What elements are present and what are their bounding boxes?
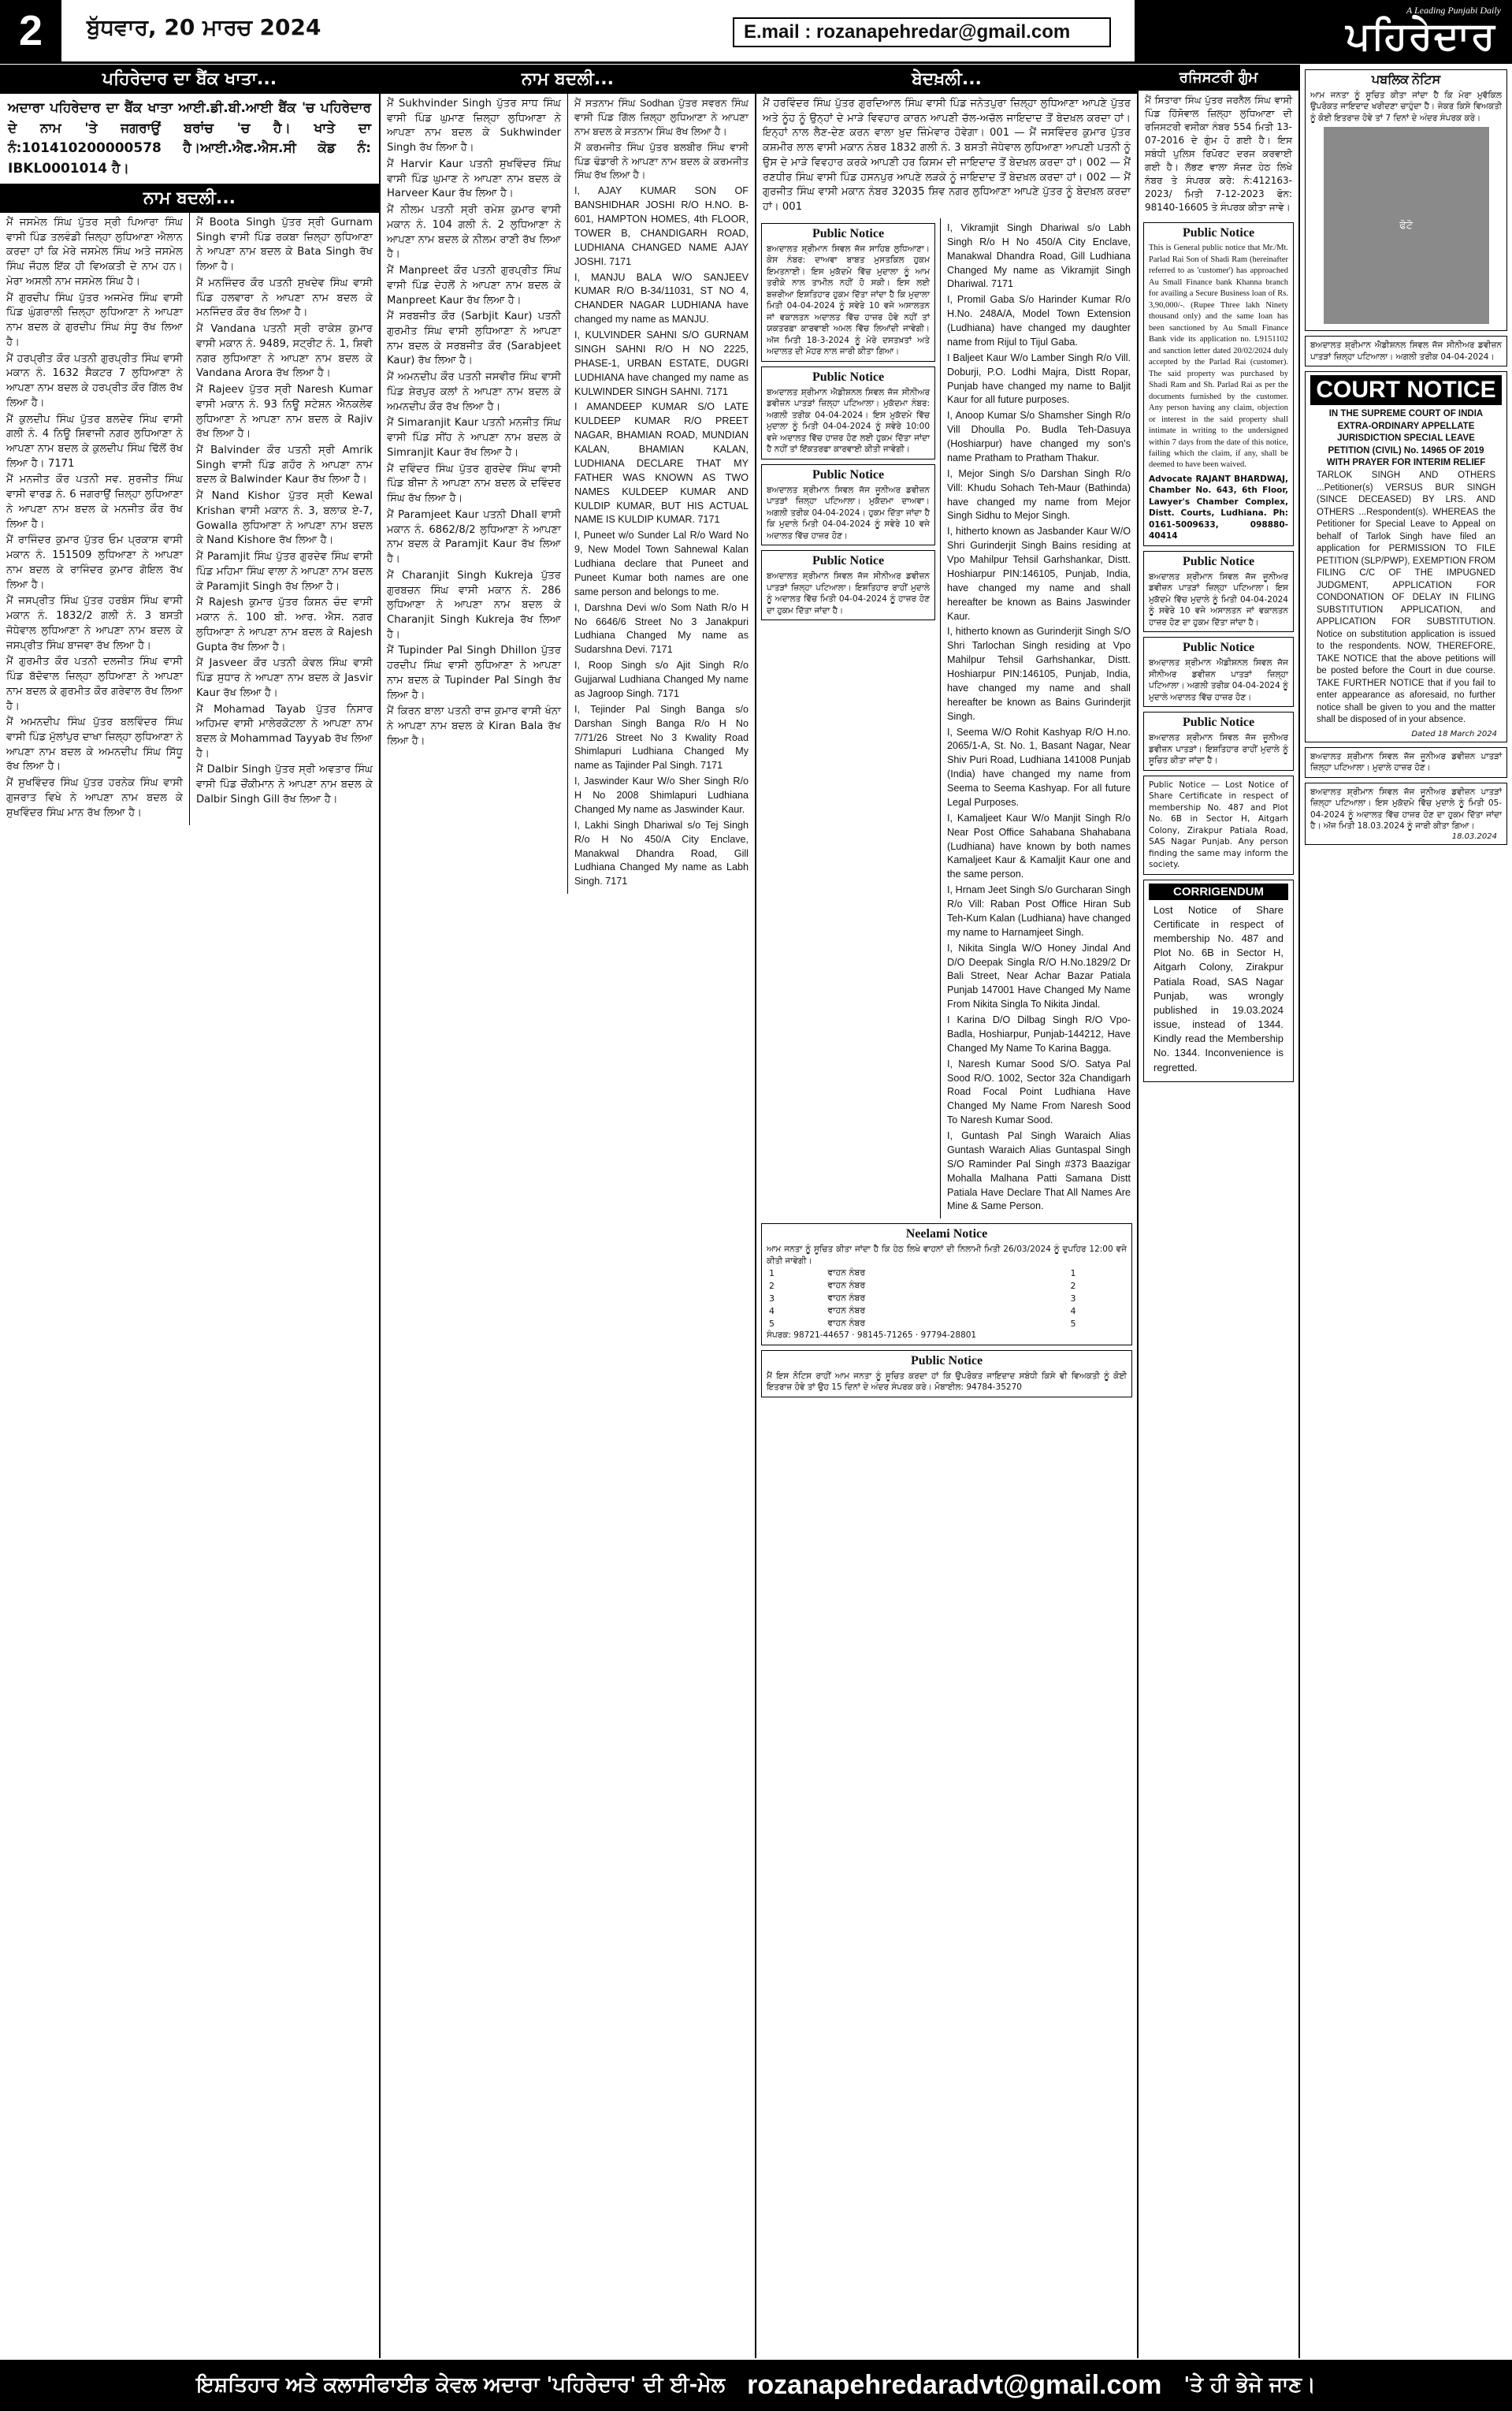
list-item: ਮੈਂ ਅਮਨਦੀਪ ਕੌਰ ਪਤਨੀ ਜਸਵੀਰ ਸਿੰਘ ਵਾਸੀ ਪਿੰਡ ਸ਼ੇਰਪੁਰ ਕਲਾਂ ਨੇ ਆਪਣਾ ਨਾਮ ਬਦਲ ਕੇ ਅਮਨਦੀਪ ਕੌਰ ਰੱਖ ਲਿਆ ਹੈ। [387, 371, 561, 413]
list-item: I AMANDEEP KUMAR S/O LATE KULDEEP KUMAR R/O PREET NAGAR, BHAMIAN ROAD, MUNDIAN KALAN, BHAMIAN KALAN, LUDHIANA DECLARE THAT MY FATHER WAS KNOWN AS TWO NAMES KULDEEP KUMAR AND KULDIP KUMAR, BUT HIS ACTUAL NAME IS KULDIP KUMAR. 7171 [574, 401, 749, 526]
list-item: I, Roop Singh s/o Ajit Singh R/o Gujjarwal Ludhiana Changed My name as Jagroop Singh. 7171 [574, 660, 749, 699]
list-item: I, Vikramjit Singh Dhariwal s/o Labh Singh R/o H No 450/A City Enclave, Manakwal Dhandra Road, Gill Ludhiana Changed My name as Vikramjit Singh Dhariwal. 7171 [947, 221, 1131, 290]
list-item: I, hitherto known as Jasbander Kaur W/O Shri Gurinderjit Singh Bains residing at Vpo Mahilpur Tehsil Garhshankar, Distt. Hoshiarpur PIN:146105, Punjab, India, have changed my name and shall hereafter be known as Bains Jaswinder Kaur. [947, 526, 1131, 622]
public-notice [1305, 747, 1507, 778]
list-item: ਮੈਂ ਮਨਜੀਤ ਕੌਰ ਪਤਨੀ ਸਵ. ਸੁਰਜੀਤ ਸਿੰਘ ਵਾਸੀ ਵਾਰਡ ਨੰ. 6 ਜਗਰਾਉਂ ਜ਼ਿਲ੍ਹਾ ਲੁਧਿਆਣਾ ਨੇ ਆਪਣਾ ਨਾਮ ਬਦਲ ਕੇ ਮਨਜੀਤ ਕੌਰ ਰੱਖ ਲਿਆ ਹੈ। [6, 474, 183, 530]
table-row: 5 ਵਾਹਨ ਨੰਬਰ 5 [769, 1318, 1076, 1329]
list-item: ਮੈਂ Boota Singh ਪੁੱਤਰ ਸ੍ਰੀ Gurnam Singh ਵਾਸੀ ਪਿੰਡ ਰਕਬਾ ਜ਼ਿਲ੍ਹਾ ਲੁਧਿਆਣਾ ਨੇ ਆਪਣਾ ਨਾਮ ਬਦਲ ਕੇ Bata Singh ਰੱਖ ਲਿਆ ਹੈ। [196, 217, 373, 273]
court-heading: IN THE SUPREME COURT OF INDIA EXTRA-ORDINARY APPELLATE JURISDICTION SPECIAL LEAVE PETITION (CIVIL) No. 14965 OF 2019 WITH PRAYER FOR INTERIM RELIEF [1326, 409, 1486, 468]
list-item: I, Nikita Singla W/O Honey Jindal And D/O Deepak Singla R/O H.No.1829/2 Dr Bali Street, Near Achar Bazar Patiala Punjab 147001 Have Changed My Name From Nikita Singla To Nikita Jindal. [947, 942, 1131, 1010]
list-item: I, Darshna Devi w/o Som Nath R/o H No 6646/6 Street No 3 Janakpuri Ludhiana Changed My name as Sudarshna Devi. 7171 [574, 601, 749, 656]
list-item: ਮੈਂ ਦਵਿੰਦਰ ਸਿੰਘ ਪੁੱਤਰ ਗੁਰਦੇਵ ਸਿੰਘ ਵਾਸੀ ਪਿੰਡ ਬੀਜਾ ਨੇ ਆਪਣਾ ਨਾਮ ਬਦਲ ਕੇ ਦਵਿੰਦਰ ਸਿੰਘ ਰੱਖ ਲਿਆ ਹੈ। [387, 463, 561, 505]
list-item: ਮੈਂ Sukhvinder Singh ਪੁੱਤਰ ਸਾਧ ਸਿੰਘ ਵਾਸੀ ਪਿੰਡ ਘੁਮਾਣ ਜ਼ਿਲ੍ਹਾ ਲੁਧਿਆਣਾ ਨੇ ਆਪਣਾ ਨਾਮ ਬਦਲ ਕੇ Sukhwinder Singh ਰੱਖ ਲਿਆ ਹੈ। [387, 98, 561, 154]
notice-title: Public Notice [812, 554, 885, 568]
notice-body: ਬਅਦਾਲਤ ਸ਼੍ਰੀਮਾਨ ਐਡੀਸ਼ਨਲ ਸਿਵਲ ਜੱਜ ਸੀਨੀਅਰ ਡਵੀਜ਼ਨ ਪਾਤੜਾਂ ਜ਼ਿਲ੍ਹਾ ਪਟਿਆਲਾ। ਅਗਲੀ ਤਰੀਕ 04-04-2024। [1310, 340, 1502, 362]
notice-body: This is General public notice that Mr./Mt. Parlad Rai Son of Shadi Ram (hereinafter referred to as 'customer') has approached Au Small Finance bank Khanna branch for availing a Secure Business loan of Rs. 3,90,000/-. (Rupee Three lakh Ninety thousand only) and the same loan has been sanctioned by Au Small Finance Bank vide its application no. L9151102 and sanction letter dated 20/02/2024 duly accepted by the Parlad Rai (customer). The said property was purchased by Shadi Ram and Sh. Parlad Rai as per the documents furnished by the customer. Any person having any claim, objection or interest in the said property shall intimate in writing to the undersigned within 7 days from the date of this notice, failing which the claim, if any, shall be deemed to have been waived. [1149, 244, 1288, 470]
footer-suffix: 'ਤੇ ਹੀ ਭੇਜੇ ਜਾਣ। [1183, 2373, 1316, 2397]
list-item: I, Lakhi Singh Dhariwal s/o Tej Singh R/o H No 450/A City Enclave, Manakwal Dhandra Road, Gill Ludhiana Changed My name as Labh Singh. 7171 [574, 819, 749, 887]
list-item: ਮੈਂ ਸੁਖਵਿੰਦਰ ਸਿੰਘ ਪੁੱਤਰ ਹਰਨੇਕ ਸਿੰਘ ਵਾਸੀ ਗੁਜਰਾਤ ਵਿਖੇ ਨੇ ਆਪਣਾ ਨਾਮ ਬਦਲ ਕੇ ਸੁਖਵਿੰਦਰ ਸਿੰਘ ਮਾਨ ਰੱਖ ਲਿਆ ਹੈ। [6, 777, 183, 819]
list-item: I, Kamaljeet Kaur W/o Manjit Singh R/o Near Post Office Sahabana Shahabana (Ludhiana) have known by both names Kamaljeet Kaur & Kamaljit Kaur one and the same person. [947, 812, 1131, 880]
list-item: ਮੈਂ ਕਰਮਜੀਤ ਸਿੰਘ ਪੁੱਤਰ ਬਲਬੀਰ ਸਿੰਘ ਵਾਸੀ ਪਿੰਡ ਢੰਡਾਰੀ ਨੇ ਆਪਣਾ ਨਾਮ ਬਦਲ ਕੇ ਕਰਮਜੀਤ ਸਿੰਘ ਰੱਖ ਲਿਆ ਹੈ। [574, 141, 749, 181]
corrigendum-title: CORRIGENDUM [1149, 884, 1288, 900]
notice-body: Public Notice — Lost Notice of Share Certificate in respect of membership No. 487 and Plot No. 6B in Sector H, Aitgarh Colony, Zirakpur Patiala Road, SAS Nagar Punjab. Any person finding the same may inform the society. [1149, 779, 1288, 870]
notice-title: Public Notice [812, 226, 885, 240]
english-name-change-subcolumn [941, 218, 1137, 1219]
share-certificate-notice [1143, 776, 1294, 875]
public-notice-bottom [1305, 783, 1507, 845]
list-item: ਮੈਂ Simaranjit Kaur ਪਤਨੀ ਮਨਜੀਤ ਸਿੰਘ ਵਾਸੀ ਪਿੰਡ ਸੀਂਹ ਨੇ ਆਪਣਾ ਨਾਮ ਬਦਲ ਕੇ Simranjit Kaur ਰੱਖ ਲਿਆ ਹੈ। [387, 417, 561, 459]
list-item: ਮੈਂ Manpreet ਕੌਰ ਪਤਨੀ ਗੁਰਪ੍ਰੀਤ ਸਿੰਘ ਵਾਸੀ ਪਿੰਡ ਦੇਹਲੋਂ ਨੇ ਆਪਣਾ ਨਾਮ ਬਦਲ ਕੇ Manpreet Kaur ਰੱਖ ਲਿਆ ਹੈ। [387, 265, 561, 307]
public-notice [1143, 712, 1294, 770]
list-item: ਮੈਂ Balvinder ਕੌਰ ਪਤਨੀ ਸ੍ਰੀ Amrik Singh ਵਾਸੀ ਪਿੰਡ ਗਹੌਰ ਨੇ ਆਪਣਾ ਨਾਮ ਬਦਲ ਕੇ Balwinder Kaur ਰੱਖ ਲਿਆ ਹੈ। [196, 445, 373, 486]
list-item: ਮੈਂ Paramjeet Kaur ਪਤਨੀ Dhall ਵਾਸੀ ਮਕਾਨ ਨੰ. 6862/8/2 ਲੁਧਿਆਣਾ ਨੇ ਆਪਣਾ ਨਾਮ ਬਦਲ ਕੇ Paramjit Kaur ਰੱਖ ਲਿਆ ਹੈ। [387, 508, 561, 566]
public-notice [1143, 551, 1294, 632]
column-court-notice [1300, 65, 1512, 2358]
notice-body: ਬਅਦਾਲਤ ਸ਼੍ਰੀਮਾਨ ਸਿਵਲ ਜੱਜ ਸੀਨੀਅਰ ਡਵੀਜ਼ਨ ਪਾਤੜਾਂ ਜ਼ਿਲ੍ਹਾ ਪਟਿਆਲਾ। ਇਸ਼ਤਿਹਾਰ ਰਾਹੀਂ ਮੁਦਾਲੇ ਨੂੰ ਅਦਾਲਤ ਵਿੱਚ ਮਿਤੀ 04-04-2024 ਨੂੰ ਹਾਜ਼ਰ ਹੋਣ ਦਾ ਹੁਕਮ ਦਿੱਤਾ ਜਾਂਦਾ ਹੈ। [767, 571, 930, 616]
public-notice [761, 223, 935, 362]
notice-body: ਮੈਂ ਇਸ ਨੋਟਿਸ ਰਾਹੀਂ ਆਮ ਜਨਤਾ ਨੂੰ ਸੂਚਿਤ ਕਰਦਾ ਹਾਂ ਕਿ ਉਪਰੋਕਤ ਜਾਇਦਾਦ ਸਬੰਧੀ ਕਿਸੇ ਵੀ ਵਿਅਕਤੀ ਨੂੰ ਕੋਈ ਇਤਰਾਜ਼ ਹੋਵੇ ਤਾਂ ਉਹ 15 ਦਿਨਾਂ ਦੇ ਅੰਦਰ ਸੰਪਰਕ ਕਰੇ। ਮੋਬਾਈਲ: 94784-35270 [767, 1371, 1127, 1393]
notice-title: Public Notice [812, 467, 885, 482]
lost-registry-text: ਮੈਂ ਸਿਤਾਰਾ ਸਿੰਘ ਪੁੱਤਰ ਜਰਨੈਲ ਸਿੰਘ ਵਾਸੀ ਪਿੰਡ ਹਿੱਸੋਵਾਲ ਜ਼ਿਲ੍ਹਾ ਲੁਧਿਆਣਾ ਦੀ ਰਜਿਸਟਰੀ ਵਸੀਕਾ ਨੰਬਰ 554 ਮਿਤੀ 13-07-2016 ਦੇ ਗੁੰਮ ਹੋ ਗਈ ਹੈ। ਇਸ ਸਬੰਧੀ ਪੁਲਿਸ ਰਿਪੋਰਟ ਦਰਜ ਕਰਵਾਈ ਗਈ ਹੈ। ਲੱਭਣ ਵਾਲਾ ਸੱਜਣ ਹੇਠ ਲਿਖੇ ਨੰਬਰ ਤੇ ਸੰਪਰਕ ਕਰੇ: ਨੰ:412163-2023/ ਮਿਤੀ 7-12-2023 ਫੋਨ: 98140-16605 ਤੇ ਸੰਪਰਕ ਕੀਤਾ ਜਾਵੇ। [1145, 95, 1292, 214]
name-change-heading-2: ਨਾਮ ਬਦਲੀ... [381, 65, 755, 94]
list-item: I, Naresh Kumar Sood S/O. Satya Pal Sood R/O. 1002, Sector 32a Chandigarh Road Focal Point Ludhiana Have Changed My Name From Naresh Sood To Naresh Kumar Sood. [947, 1058, 1131, 1126]
name-change-list-2 [381, 94, 755, 894]
list-item: ਮੈਂ ਕੁਲਦੀਪ ਸਿੰਘ ਪੁੱਤਰ ਬਲਦੇਵ ਸਿੰਘ ਵਾਸੀ ਗਲੀ ਨੰ. 4 ਨਿਊ ਸ਼ਿਵਾਜੀ ਨਗਰ ਲੁਧਿਆਣਾ ਨੇ ਆਪਣਾ ਨਾਮ ਬਦਲ ਕੇ ਕੁਲਦੀਪ ਸਿੰਘ ਢਿੱਲੋਂ ਰੱਖ ਲਿਆ ਹੈ। 7171 [6, 413, 183, 470]
public-notice [761, 366, 935, 460]
public-notice-english [1143, 222, 1294, 546]
list-item: ਮੈਂ ਜਸਪ੍ਰੀਤ ਸਿੰਘ ਪੁੱਤਰ ਹਰਬੰਸ ਸਿੰਘ ਵਾਸੀ ਮਕਾਨ ਨੰ. 1832/2 ਗਲੀ ਨੰ. 3 ਬਸਤੀ ਜੋਧੇਵਾਲ ਲੁਧਿਆਣਾ ਨੇ ਆਪਣਾ ਨਾਮ ਬਦਲ ਕੇ ਜਸਪ੍ਰੀਤ ਸਿੰਘ ਬਾਜਵਾ ਰੱਖ ਲਿਆ ਹੈ। [6, 595, 183, 652]
photo-caption: ਫੋਟੋ [1399, 219, 1413, 232]
page-footer [0, 2360, 1512, 2411]
neelami-notice [761, 1223, 1132, 1345]
court-notice-title: COURT NOTICE [1310, 375, 1502, 405]
public-notice [1305, 336, 1507, 366]
list-item: ਮੈਂ Nand Kishor ਪੁੱਤਰ ਸ੍ਰੀ Kewal Krishan ਵਾਸੀ ਮਕਾਨ ਨੰ. 3, ਬਲਾਕ ਏ-7, Gowalla ਲੁਧਿਆਣਾ ਨੇ ਆਪਣਾ ਨਾਮ ਬਦਲ ਕੇ Nand Kishore ਰੱਖ ਲਿਆ ਹੈ। [196, 490, 373, 547]
list-item: I, Mejor Singh S/o Darshan Singh R/o Vill: Khudu Sohach Teh-Maur (Bathinda) have changed my name from Mejor Singh Sidhu to Mejor Singh. [947, 467, 1131, 522]
notices-area [756, 218, 1137, 1219]
list-item: I, KULVINDER SAHNI S/O GURNAM SINGH SAHNI R/O H NO 2225, PHASE-1, URBAN ESTATE, DUGRI LUDHIANA have changed my name as KULWINDER SINGH SAHNI. 7171 [574, 329, 749, 397]
list-item: ਮੈਂ ਹਰਪ੍ਰੀਤ ਕੌਰ ਪਤਨੀ ਗੁਰਪ੍ਰੀਤ ਸਿੰਘ ਵਾਸੀ ਮਕਾਨ ਨੰ. 1632 ਸੈਕਟਰ 7 ਲੁਧਿਆਣਾ ਨੇ ਆਪਣਾ ਨਾਮ ਬਦਲ ਕੇ ਹਰਪ੍ਰੀਤ ਕੌਰ ਗਿੱਲ ਰੱਖ ਲਿਆ ਹੈ। [6, 352, 183, 409]
notice-title: Public Notice [812, 370, 885, 384]
list-item: I, Tejinder Pal Singh Banga s/o Darshan Singh Banga R/o H No 7/71/26 Street No 3 Kwality Road Shimlapuri Ludhiana Changed My name as Tajinder Pal Singh. 7171 [574, 703, 749, 772]
column-notices-4 [1139, 65, 1300, 2358]
notice-body: ਬਅਦਾਲਤ ਸ਼੍ਰੀਮਾਨ ਸਿਵਲ ਜੱਜ ਜੂਨੀਅਰ ਡਵੀਜ਼ਨ ਪਾਤੜਾਂ। ਇਸ਼ਤਿਹਾਰ ਰਾਹੀਂ ਮੁਦਾਲੇ ਨੂੰ ਸੂਚਿਤ ਕੀਤਾ ਜਾਂਦਾ ਹੈ। [1149, 733, 1288, 766]
name-change-subcolumn-b [190, 213, 379, 825]
public-notice-punjabi [1305, 69, 1507, 331]
list-item: ਮੈਂ ਗੁਰਦੀਪ ਸਿੰਘ ਪੁੱਤਰ ਅਜਮੇਰ ਸਿੰਘ ਵਾਸੀ ਪਿੰਡ ਘੁੰਗਰਾਲੀ ਜ਼ਿਲ੍ਹਾ ਲੁਧਿਆਣਾ ਨੇ ਆਪਣਾ ਨਾਮ ਬਦਲ ਕੇ ਗੁਰਦੀਪ ਸਿੰਘ ਸੰਧੂ ਰੱਖ ਲਿਆ ਹੈ। [6, 292, 183, 348]
public-notice [761, 464, 935, 545]
notice-title: Public Notice [1182, 716, 1255, 730]
list-item: ਮੈਂ ਕਿਰਨ ਬਾਲਾ ਪਤਨੀ ਰਾਜ ਕੁਮਾਰ ਵਾਸੀ ਖੰਨਾ ਨੇ ਆਪਣਾ ਨਾਮ ਬਦਲ ਕੇ Kiran Bala ਰੱਖ ਲਿਆ ਹੈ। [387, 705, 561, 747]
table-row: 4 ਵਾਹਨ ਨੰਬਰ 4 [769, 1305, 1076, 1316]
notice-body: ਬਅਦਾਲਤ ਸ਼੍ਰੀਮਾਨ ਸਿਵਲ ਜੱਜ ਜੂਨੀਅਰ ਡਵੀਜ਼ਨ ਪਾਤੜਾਂ ਜ਼ਿਲ੍ਹਾ ਪਟਿਆਲਾ। ਮੁਦਾਲੇ ਹਾਜ਼ਰ ਹੋਣ। [1310, 751, 1502, 773]
list-item: ਮੈਂ Rajeev ਪੁੱਤਰ ਸ੍ਰੀ Naresh Kumar ਵਾਸੀ ਮਕਾਨ ਨੰ. 93 ਨਿਊ ਸਟੇਸ਼ਨ ਐਨਕਲੇਵ ਲੁਧਿਆਣਾ ਨੇ ਆਪਣਾ ਨਾਮ ਬਦਲ ਕੇ Rajiv ਰੱਖ ਲਿਆ ਹੈ। [196, 384, 373, 441]
notice-body: ਬਅਦਾਲਤ ਸ਼੍ਰੀਮਾਨ ਸਿਵਲ ਜੱਜ ਜੂਨੀਅਰ ਡਵੀਜ਼ਨ ਪਾਤੜਾਂ ਜ਼ਿਲ੍ਹਾ ਪਟਿਆਲਾ। ਇਸ ਮੁਕੱਦਮੇ ਵਿੱਚ ਮੁਦਾਲੇ ਨੂੰ ਮਿਤੀ 04-04-2024 ਨੂੰ ਸਵੇਰੇ 10 ਵਜੇ ਅਸਾਲਤਨ ਜਾਂ ਵਕਾਲਤਨ ਹਾਜ਼ਰ ਹੋਣ ਦਾ ਹੁਕਮ ਦਿੱਤਾ ਜਾਂਦਾ ਹੈ। [1149, 571, 1288, 627]
list-item: I, Puneet w/o Sunder Lal R/o Ward No 9, New Model Town Sahnewal Kalan Ludhiana declare that Puneet and Puneet Kumar both names are one same person and belongs to me. [574, 530, 749, 597]
neelami-contact: ਸੰਪਰਕ: 98721-44657 · 98145-71265 · 97794-28801 [767, 1330, 977, 1341]
list-item: ਮੈਂ ਸਰਬਜੀਤ ਕੌਰ (Sarbjit Kaur) ਪਤਨੀ ਗੁਰਮੀਤ ਸਿੰਘ ਵਾਸੀ ਲੁਧਿਆਣਾ ਨੇ ਆਪਣਾ ਨਾਮ ਬਦਲ ਕੇ ਸਰਬਜੀਤ ਕੌਰ (Sarabjeet Kaur) ਰੱਖ ਲਿਆ ਹੈ। [387, 311, 561, 367]
list-item: I Baljeet Kaur W/o Lamber Singh R/o Vill. Doburji, P.O. Lodhi Majra, Distt Ropar, Punjab have changed my name to Baljit Kaur for all future purposes. [947, 352, 1131, 406]
list-item: ਮੈਂ Vandana ਪਤਨੀ ਸ੍ਰੀ ਰਾਕੇਸ਼ ਕੁਮਾਰ ਵਾਸੀ ਮਕਾਨ ਨੰ. 9489, ਸਟ੍ਰੀਟ ਨੰ. 1, ਸ਼ਿਵੀ ਨਗਰ ਲੁਧਿਆਣਾ ਨੇ ਆਪਣਾ ਨਾਮ ਬਦਲ ਕੇ Vandana Arora ਰੱਖ ਲਿਆ ਹੈ। [196, 323, 373, 380]
list-item: I, Seema W/O Rohit Kashyap R/O H.no. 2065/1-A, St. No. 1, Basant Nagar, Near Shiv Puri Road, Ludhiana 141008 Punjab (India) have changed my name from Seema to Seema Kashyap. For all future Legal Purposes. [947, 726, 1131, 808]
name-change-subcolumn-d [568, 94, 755, 894]
list-item: ਮੈਂ ਸਤਨਾਮ ਸਿੰਘ Sodhan ਪੁੱਤਰ ਸਵਰਨ ਸਿੰਘ ਵਾਸੀ ਪਿੰਡ ਗਿੱਲ ਜ਼ਿਲ੍ਹਾ ਲੁਧਿਆਣਾ ਨੇ ਆਪਣਾ ਨਾਮ ਬਦਲ ਕੇ ਸਤਨਾਮ ਸਿੰਘ ਰੱਖ ਲਿਆ ਹੈ। [574, 98, 749, 137]
notice-title: Public Notice [1182, 554, 1255, 568]
footer-text: ਇਸ਼ਤਿਹਾਰ ਅਤੇ ਕਲਾਸੀਫਾਈਡ ਕੇਵਲ ਅਦਾਰਾ 'ਪਹਿਰੇਦਾਰ' ਦੀ ਈ-ਮੇਲ [196, 2373, 726, 2397]
court-footer: Dated 18 March 2024 [1411, 729, 1497, 739]
list-item: I Karina D/O Dilbag Singh R/O Vpo-Badla, Hoshiarpur, Punjab-144212, Have Changed My Name To Karina Bagga. [947, 1014, 1131, 1054]
list-item: ਮੈਂ Dalbir Singh ਪੁੱਤਰ ਸ੍ਰੀ ਅਵਤਾਰ ਸਿੰਘ ਵਾਸੀ ਪਿੰਡ ਚੌਂਕੀਮਾਨ ਨੇ ਆਪਣਾ ਨਾਮ ਬਦਲ ਕੇ Dalbir Singh Gill ਰੱਖ ਲਿਆ ਹੈ। [196, 764, 373, 806]
issue-date: ਬੁੱਧਵਾਰ, 20 ਮਾਰਚ 2024 [87, 14, 321, 40]
list-item: ਮੈਂ Charanjit Singh Kukreja ਪੁੱਤਰ ਗੁਰਬਚਨ ਸਿੰਘ ਵਾਸੀ ਮਕਾਨ ਨੰ. 286 ਲੁਧਿਆਣਾ ਨੇ ਆਪਣਾ ਨਾਮ ਬਦਲ ਕੇ Charanjit Singh Kukreja ਰੱਖ ਲਿਆ ਹੈ। [387, 569, 561, 641]
list-item: ਮੈਂ Paramjit ਸਿੰਘ ਪੁੱਤਰ ਗੁਰਦੇਵ ਸਿੰਘ ਵਾਸੀ ਪਿੰਡ ਮਹਿਮਾ ਸਿੰਘ ਵਾਲਾ ਨੇ ਆਪਣਾ ਨਾਮ ਬਦਲ ਕੇ Paramjit Singh ਰੱਖ ਲਿਆ ਹੈ। [196, 551, 373, 593]
list-item: ਮੈਂ Harvir Kaur ਪਤਨੀ ਸੁਖਵਿੰਦਰ ਸਿੰਘ ਵਾਸੀ ਪਿੰਡ ਘੁਮਾਣ ਨੇ ਆਪਣਾ ਨਾਮ ਬਦਲ ਕੇ Harveer Kaur ਰੱਖ ਲਿਆ ਹੈ। [387, 158, 561, 200]
list-item: I, Guntash Pal Singh Waraich Alias Guntash Waraich Alias Guntaspal Singh S/O Raminder Pal Singh #373 Baazigar Mohalla Malhana Patti Samana Distt Patiala Have Declare That All Names Are Mine & Same Person. [947, 1130, 1131, 1212]
list-item: ਮੈਂ ਜਸਮੇਲ ਸਿੰਘ ਪੁੱਤਰ ਸ੍ਰੀ ਪਿਆਰਾ ਸਿੰਘ ਵਾਸੀ ਪਿੰਡ ਤਲਵੰਡੀ ਜ਼ਿਲ੍ਹਾ ਲੁਧਿਆਣਾ ਐਲਾਨ ਕਰਦਾ ਹਾਂ ਕਿ ਮੇਰੇ ਜਸਮੇਲ ਸਿੰਘ ਅਤੇ ਜਸਮੇਲ ਸਿੰਘ ਜੌਹਲ ਇੱਕ ਹੀ ਵਿਅਕਤੀ ਦੇ ਨਾਮ ਹਨ। ਮੇਰਾ ਅਸਲੀ ਨਾਮ ਜਸਮੇਲ ਸਿੰਘ ਹੈ। [6, 217, 183, 288]
list-item: I, Anoop Kumar S/o Shamsher Singh R/o Vill Dhoulla Po. Budla Teh-Dasuya (Hoshiarpur) have changed my son's name Pratham to Pratham Thakur. [947, 410, 1131, 463]
public-notice [1143, 637, 1294, 707]
neelami-table [767, 1267, 1127, 1330]
masthead-title: ਪਹਿਰੇਦਾਰ [1346, 14, 1496, 58]
public-notice [761, 550, 935, 620]
notice-body: ਬਅਦਾਲਤ ਸ਼੍ਰੀਮਾਨ ਐਡੀਸ਼ਨਲ ਸਿਵਲ ਜੱਜ ਸੀਨੀਅਰ ਡਵੀਜ਼ਨ ਪਾਤੜਾਂ ਜ਼ਿਲ੍ਹਾ ਪਟਿਆਲਾ। ਮੁਕੱਦਮਾ ਨੰਬਰ: ਅਗਲੀ ਤਰੀਕ 04-04-2024। ਇਸ ਮੁਕੱਦਮੇ ਵਿੱਚ ਮੁਦਾਲਾ ਨੂੰ ਮਿਤੀ 04-04-2024 ਨੂੰ ਸਵੇਰੇ 10:00 ਵਜੇ ਅਦਾਲਤ ਵਿੱਚ ਹਾਜ਼ਰ ਹੋਣ ਲਈ ਹੁਕਮ ਦਿੱਤਾ ਜਾਂਦਾ ਹੈ ਨਹੀਂ ਤਾਂ ਇੱਕਤਰਫਾ ਕਾਰਵਾਈ ਕੀਤੀ ਜਾਵੇਗੀ। [767, 387, 930, 455]
table-row: 2 ਵਾਹਨ ਨੰਬਰ 2 [769, 1280, 1076, 1291]
list-item: ਮੈਂ ਮਨਜਿੰਦਰ ਕੌਰ ਪਤਨੀ ਸੁਖਦੇਵ ਸਿੰਘ ਵਾਸੀ ਪਿੰਡ ਹਲਵਾਰਾ ਨੇ ਆਪਣਾ ਨਾਮ ਬਦਲ ਕੇ ਮਨਜਿੰਦਰ ਕੌਰ ਰੱਖ ਲਿਆ ਹੈ। [196, 277, 373, 319]
list-item: ਮੈਂ ਨੀਲਮ ਪਤਨੀ ਸ੍ਰੀ ਰਮੇਸ਼ ਕੁਮਾਰ ਵਾਸੀ ਮਕਾਨ ਨੰ. 104 ਗਲੀ ਨੰ. 2 ਲੁਧਿਆਣਾ ਨੇ ਆਪਣਾ ਨਾਮ ਬਦਲ ਕੇ ਨੀਲਮ ਰਾਣੀ ਰੱਖ ਲਿਆ ਹੈ। [387, 204, 561, 261]
list-item: ਮੈਂ ਗੁਰਮੀਤ ਕੌਰ ਪਤਨੀ ਦਲਜੀਤ ਸਿੰਘ ਵਾਸੀ ਪਿੰਡ ਬੱਦੋਵਾਲ ਜ਼ਿਲ੍ਹਾ ਲੁਧਿਆਣਾ ਨੇ ਆਪਣਾ ਨਾਮ ਬਦਲ ਕੇ ਗੁਰਮੀਤ ਕੌਰ ਗਰੇਵਾਲ ਰੱਖ ਲਿਆ ਹੈ। [6, 656, 183, 713]
page-number: 2 [0, 0, 61, 61]
name-change-heading: ਨਾਮ ਬਦਲੀ... [0, 184, 379, 213]
neelami-intro: ਆਮ ਜਨਤਾ ਨੂੰ ਸੂਚਿਤ ਕੀਤਾ ਜਾਂਦਾ ਹੈ ਕਿ ਹੇਠ ਲਿਖੇ ਵਾਹਨਾਂ ਦੀ ਨਿਲਾਮੀ ਮਿਤੀ 26/03/2024 ਨੂੰ ਦੁਪਹਿਰ 12:00 ਵਜੇ ਕੀਤੀ ਜਾਵੇਗੀ। [767, 1245, 1127, 1266]
notice-body: ਬਅਦਾਲਤ ਸ਼੍ਰੀਮਾਨ ਸਿਵਲ ਜੱਜ ਜੂਨੀਅਰ ਡਵੀਜ਼ਨ ਪਾਤੜਾਂ ਜ਼ਿਲ੍ਹਾ ਪਟਿਆਲਾ। ਮੁਕੱਦਮਾ ਦਾਅਵਾ। ਅਗਲੀ ਤਰੀਕ 04-04-2024। ਹੁਕਮ ਦਿੱਤਾ ਜਾਂਦਾ ਹੈ ਕਿ ਮੁਦਾਲੇ ਮਿਤੀ 04-04-2024 ਨੂੰ ਸਵੇਰੇ 10 ਵਜੇ ਅਦਾਲਤ ਵਿੱਚ ਹਾਜ਼ਰ ਹੋਣ। [767, 485, 930, 541]
person-photo [1324, 127, 1489, 324]
bank-account-text: ਅਦਾਰਾ ਪਹਿਰੇਦਾਰ ਦਾ ਬੈਂਕ ਖਾਤਾ ਆਈ.ਡੀ.ਬੀ.ਆਈ ਬੈਂਕ 'ਚ ਪਹਿਰੇਦਾਰ ਦੇ ਨਾਮ 'ਤੇ ਜਗਰਾਉਂ ਬਰਾਂਚ 'ਚ ਹੈ। ਖਾਤੇ ਦਾ ਨੰ:101410200000578 ਹੈ।ਆਈ.ਐਫ.ਐਸ.ਸੀ ਕੋਡ ਨੰ: IBKL0001014 ਹੈ। [8, 100, 371, 177]
masthead [1135, 0, 1512, 61]
header-email[interactable]: E.mail : rozanapehredar@gmail.com [733, 17, 1111, 47]
lost-registry-heading: ਰਜਿਸਟਰੀ ਗੁੰਮ [1139, 65, 1298, 91]
notice-body: ਆਮ ਜਨਤਾ ਨੂੰ ਸੂਚਿਤ ਕੀਤਾ ਜਾਂਦਾ ਹੈ ਕਿ ਮੇਰਾ ਮੁਵੱਕਿਲ ਉਪਰੋਕਤ ਜਾਇਦਾਦ ਖਰੀਦਣਾ ਚਾਹੁੰਦਾ ਹੈ। ਜੇਕਰ ਕਿਸੇ ਵਿਅਕਤੀ ਨੂੰ ਕੋਈ ਇਤਰਾਜ਼ ਹੋਵੇ ਤਾਂ 7 ਦਿਨਾਂ ਦੇ ਅੰਦਰ ਸੰਪਰਕ ਕਰੇ। [1310, 91, 1502, 123]
table-row: 3 ਵਾਹਨ ਨੰਬਰ 3 [769, 1293, 1076, 1304]
bedakhli-text: ਮੈਂ ਹਰਵਿੰਦਰ ਸਿੰਘ ਪੁੱਤਰ ਗੁਰਦਿਆਲ ਸਿੰਘ ਵਾਸੀ ਪਿੰਡ ਜਨੇਤਪੁਰਾ ਜ਼ਿਲ੍ਹਾ ਲੁਧਿਆਣਾ ਆਪਣੇ ਪੁੱਤਰ ਅਤੇ ਨੂੰਹ ਨੂੰ ਉਨ੍ਹਾਂ ਦੇ ਮਾੜੇ ਵਿਵਹਾਰ ਕਾਰਨ ਆਪਣੀ ਚੱਲ-ਅਚੱਲ ਜਾਇਦਾਦ ਤੋਂ ਬੇਦਖ਼ਲ ਕਰਦਾ ਹਾਂ। ਇਨ੍ਹਾਂ ਨਾਲ ਲੈਣ-ਦੇਣ ਕਰਨ ਵਾਲਾ ਖ਼ੁਦ ਜ਼ਿੰਮੇਵਾਰ ਹੋਵੇਗਾ। 001 — ਮੈਂ ਜਸਵਿੰਦਰ ਕੁਮਾਰ ਪੁੱਤਰ ਕਸ਼ਮੀਰ ਲਾਲ ਵਾਸੀ ਮਕਾਨ ਨੰਬਰ 1832 ਗਲੀ ਨੰ. 3 ਬਸਤੀ ਜੋਧੇਵਾਲ ਲੁਧਿਆਣਾ ਆਪਣੀ ਪਤਨੀ ਨੂੰ ਉਸ ਦੇ ਮਾੜੇ ਵਿਵਹਾਰ ਕਰਕੇ ਆਪਣੀ ਹਰ ਕਿਸਮ ਦੀ ਜਾਇਦਾਦ ਤੋਂ ਬੇਦਖ਼ਲ ਕਰਦਾ ਹਾਂ। 002 — ਮੈਂ ਰਣਧੀਰ ਸਿੰਘ ਵਾਸੀ ਪਿੰਡ ਹਸਨਪੁਰ ਆਪਣੇ ਲੜਕੇ ਨੂੰ ਜਾਇਦਾਦ ਤੋਂ ਬੇਦਖ਼ਲ ਕਰਦਾ ਹਾਂ। 002 — ਮੈਂ ਗੁਰਜੀਤ ਸਿੰਘ ਵਾਸੀ ਮਕਾਨ ਨੰਬਰ 32035 ਸ਼ਿਵ ਨਗਰ ਲੁਧਿਆਣਾ ਆਪਣੇ ਪੁੱਤਰ ਨੂੰ ਬੇਦਖ਼ਲ ਕਰਦਾ ਹਾਂ। 001 [763, 98, 1131, 214]
list-item: I, AJAY KUMAR SON OF BANSHIDHAR JOSHI R/O H.NO. B-601, HAMPTON HOMES, 4th FLOOR, TOWER B, CHANDIGARH ROAD, LUDHIANA CHANGED NAME AJAY JOSHI. 7171 [574, 185, 749, 267]
masthead-tagline: A Leading Punjabi Daily [1406, 5, 1501, 16]
list-item: I, Jaswinder Kaur W/o Sher Singh R/o H No 2008 Shimlapuri Ludhiana Changed My name as Jaswinder Kaur. [574, 776, 749, 815]
corrigendum [1143, 880, 1294, 1082]
column-bedakhli-notices [756, 65, 1139, 2358]
column-name-change-2 [381, 65, 756, 2358]
name-change-subcolumn-a [0, 213, 190, 825]
neelami-title: Neelami Notice [905, 1227, 988, 1241]
court-text: TARLOK SINGH AND OTHERS ...Petitioner(s) VERSUS BUR SINGH (SINCE DECEASED) BY LRS. AND OTHERS ...Respondent(s). WHEREAS the Petitioner for Special Leave to Appeal on behalf of Tarlok Singh have filed an application for PERMISSION TO FILE PETITION (SLP/PWP), EXEMPTION FROM FILING C/C OF THE IMPUGNED JUDGMENT, APPLICATION FOR CONDONATION OF DELAY IN FILING SUBSTITUTION APPLICATION, and APPLICATION FOR SUBSTITUTION. Notice on substitution application is issued to the respondents. NOW, THEREFORE, TAKE NOTICE that the above petitions will be posted before the Court in due course. TAKE FURTHER NOTICE that if you fail to enter appearance as aforesaid, no further notice shall be given to you and the matter shall be disposed of in your absence. [1317, 471, 1495, 725]
name-change-subcolumn-c [381, 94, 568, 894]
corrigendum-text: Lost Notice of Share Certificate in respect of membership No. 487 and Plot No. 6B in Sector H, Aitgarh Colony, Zirakpur Patiala Road, SAS Nagar Punjab, was wrongly published in 19.03.2024 issue, instead of 1344. Kindly read the Membership No. 1344. Inconvenience is regretted. [1154, 903, 1284, 1073]
notice-body: ਬਅਦਾਲਤ ਸ਼੍ਰੀਮਾਨ ਸਿਵਲ ਜੱਜ ਜੂਨੀਅਰ ਡਵੀਜ਼ਨ ਪਾਤੜਾਂ ਜ਼ਿਲ੍ਹਾ ਪਟਿਆਲਾ। ਇਸ ਮੁਕੱਦਮੇ ਵਿੱਚ ਮੁਦਾਲੇ ਨੂੰ ਮਿਤੀ 05-04-2024 ਨੂੰ ਅਦਾਲਤ ਵਿੱਚ ਹਾਜ਼ਰ ਹੋਣ ਦਾ ਹੁਕਮ ਦਿੱਤਾ ਜਾਂਦਾ ਹੈ। ਅੱਜ ਮਿਤੀ 18.03.2024 ਨੂੰ ਜਾਰੀ ਕੀਤਾ ਗਿਆ। [1310, 787, 1502, 832]
list-item: ਮੈਂ Jasveer ਕੌਰ ਪਤਨੀ ਕੇਵਲ ਸਿੰਘ ਵਾਸੀ ਪਿੰਡ ਸੁਧਾਰ ਨੇ ਆਪਣਾ ਨਾਮ ਬਦਲ ਕੇ Jasvir Kaur ਰੱਖ ਲਿਆ ਹੈ। [196, 657, 373, 699]
page-header [0, 0, 1512, 64]
list-item: I, Hrnam Jeet Singh S/o Gurcharan Singh R/o Vill: Raban Post Office Hiran Sub Teh-Kum Kalan (Ludhiana) have changed my name to Harnamjeet Singh. [947, 884, 1131, 938]
list-item: ਮੈਂ Tupinder Pal Singh Dhillon ਪੁੱਤਰ ਹਰਦੀਪ ਸਿੰਘ ਵਾਸੀ ਲੁਧਿਆਣਾ ਨੇ ਆਪਣਾ ਨਾਮ ਬਦਲ ਕੇ Tupinder Pal Singh ਰੱਖ ਲਿਆ ਹੈ। [387, 645, 561, 701]
notice-title: Public Notice [910, 1353, 983, 1367]
name-change-list [0, 213, 379, 825]
footer-email-link[interactable]: rozanapehredaradvt@gmail.com [747, 2370, 1162, 2400]
bank-account-heading: ਪਹਿਰੇਦਾਰ ਦਾ ਬੈਂਕ ਖਾਤਾ... [0, 65, 379, 94]
list-item: I, hitherto known as Gurinderjit Singh S/O Shri Tarlochan Singh residing at Vpo Mahilpur Tehsil Garhshankar, Distt. Hoshiarpur PIN:146105, Punjab, India, have changed my name and shall hereafter be known as Bains Gurinderjit Singh. [947, 626, 1131, 722]
bedakhli-heading: ਬੇਦਖ਼ਲੀ... [756, 65, 1137, 94]
notice-title: Public Notice [1182, 226, 1255, 240]
list-item: ਮੈਂ Rajesh ਕੁਮਾਰ ਪੁੱਤਰ ਕਿਸ਼ਨ ਚੰਦ ਵਾਸੀ ਮਕਾਨ ਨੰ. 100 ਬੀ. ਆਰ. ਐਸ. ਨਗਰ ਲੁਧਿਆਣਾ ਨੇ ਆਪਣਾ ਨਾਮ ਬਦਲ ਕੇ Rajesh Gupta ਰੱਖ ਲਿਆ ਹੈ। [196, 597, 373, 653]
notice-title: ਪਬਲਿਕ ਨੋਟਿਸ [1371, 73, 1441, 87]
list-item: ਮੈਂ ਰਾਜਿੰਦਰ ਕੁਮਾਰ ਪੁੱਤਰ ਓਮ ਪ੍ਰਕਾਸ਼ ਵਾਸੀ ਮਕਾਨ ਨੰ. 151509 ਲੁਧਿਆਣਾ ਨੇ ਆਪਣਾ ਨਾਮ ਬਦਲ ਕੇ ਰਾਜਿੰਦਰ ਕੁਮਾਰ ਗੋਇਲ ਰੱਖ ਲਿਆ ਹੈ। [6, 534, 183, 591]
court-notice-body [1310, 405, 1502, 729]
list-item: ਮੈਂ ਅਮਨਦੀਪ ਸਿੰਘ ਪੁੱਤਰ ਬਲਵਿੰਦਰ ਸਿੰਘ ਵਾਸੀ ਪਿੰਡ ਮੁੱਲਾਂਪੁਰ ਦਾਖਾ ਜ਼ਿਲ੍ਹਾ ਲੁਧਿਆਣਾ ਨੇ ਆਪਣਾ ਨਾਮ ਬਦਲ ਕੇ ਅਮਨਦੀਪ ਸਿੰਘ ਸਿੱਧੂ ਰੱਖ ਲਿਆ ਹੈ। [6, 716, 183, 773]
public-notice-bottom [761, 1350, 1132, 1397]
court-notice [1305, 371, 1507, 742]
table-row: 1 ਵਾਹਨ ਨੰਬਰ 1 [769, 1267, 1076, 1278]
notice-date: 18.03.2024 [1451, 832, 1497, 841]
court-notices-subcolumn [756, 218, 941, 1219]
notice-body: ਬਅਦਾਲਤ ਸ਼੍ਰੀਮਾਨ ਸਿਵਲ ਜੱਜ ਸਾਹਿਬ ਲੁਧਿਆਣਾ। ਕੇਸ ਨੰਬਰ: ਦਾਅਵਾ ਬਾਬਤ ਮੁਸਤਕਿਲ ਹੁਕਮ ਇਮਤਨਾਈ। ਇਸ ਮੁਕੱਦਮੇ ਵਿੱਚ ਮੁਦਾਲਾ ਨੂੰ ਆਮ ਤਰੀਕੇ ਨਾਲ ਤਾਮੀਲ ਨਹੀਂ ਹੋ ਸਕੀ। ਇਸ ਲਈ ਬਜ਼ਰੀਆ ਇਸ਼ਤਿਹਾਰ ਹੁਕਮ ਦਿੱਤਾ ਜਾਂਦਾ ਹੈ ਕਿ ਮੁਦਾਲਾ ਮਿਤੀ 04-04-2024 ਨੂੰ ਸਵੇਰੇ 10 ਵਜੇ ਅਸਾਲਤਨ ਜਾਂ ਵਕਾਲਤਨ ਅਦਾਲਤ ਵਿੱਚ ਹਾਜ਼ਰ ਹੋਵੇ ਨਹੀਂ ਤਾਂ ਯਕਤਰਫ਼ਾ ਕਾਰਵਾਈ ਅਮਲ ਵਿੱਚ ਲਿਆਂਦੀ ਜਾਵੇਗੀ। ਅੱਜ ਮਿਤੀ 18-3-2024 ਨੂੰ ਮੇਰੇ ਦਸਤਖ਼ਤਾਂ ਅਤੇ ਅਦਾਲਤ ਦੀ ਮੋਹਰ ਨਾਲ ਜਾਰੀ ਕੀਤਾ ਗਿਆ। [767, 244, 930, 357]
column-bank-name-change [0, 65, 381, 2358]
notice-body: ਬਅਦਾਲਤ ਸ਼੍ਰੀਮਾਨ ਐਡੀਸ਼ਨਲ ਸਿਵਲ ਜੱਜ ਸੀਨੀਅਰ ਡਵੀਜ਼ਨ ਪਾਤੜਾਂ ਜ਼ਿਲ੍ਹਾ ਪਟਿਆਲਾ। ਅਗਲੀ ਤਰੀਕ 04-04-2024 ਨੂੰ ਮੁਦਾਲੇ ਅਦਾਲਤ ਵਿੱਚ ਹਾਜ਼ਰ ਹੋਣ। [1149, 658, 1288, 702]
list-item: ਮੈਂ Mohamad Tayab ਪੁੱਤਰ ਨਿਸਾਰ ਅਹਿਮਦ ਵਾਸੀ ਮਾਲੇਰਕੋਟਲਾ ਨੇ ਆਪਣਾ ਨਾਮ ਬਦਲ ਕੇ Mohammad Tayyab ਰੱਖ ਲਿਆ ਹੈ। [196, 703, 373, 760]
list-item: I, Promil Gaba S/o Harinder Kumar R/o H.No. 248A/A, Model Town Extension (Ludhiana) have changed my daughter name from Rijul to Tijul Gaba. [947, 294, 1131, 348]
list-item: I, MANJU BALA W/O SANJEEV KUMAR R/O B-34/11031, ST NO 4, CHANDER NAGAR LUDHIANA have changed my name as MANJU. [574, 271, 749, 326]
notice-signatory: Advocate RAJANT BHARDWAJ, Chamber No. 643, 6th Floor, Lawyer's Chamber Complex, Distt. Courts, Ludhiana. Ph: 0161-5009633, 098880-40414 [1149, 474, 1288, 541]
notice-title: Public Notice [1182, 641, 1255, 655]
